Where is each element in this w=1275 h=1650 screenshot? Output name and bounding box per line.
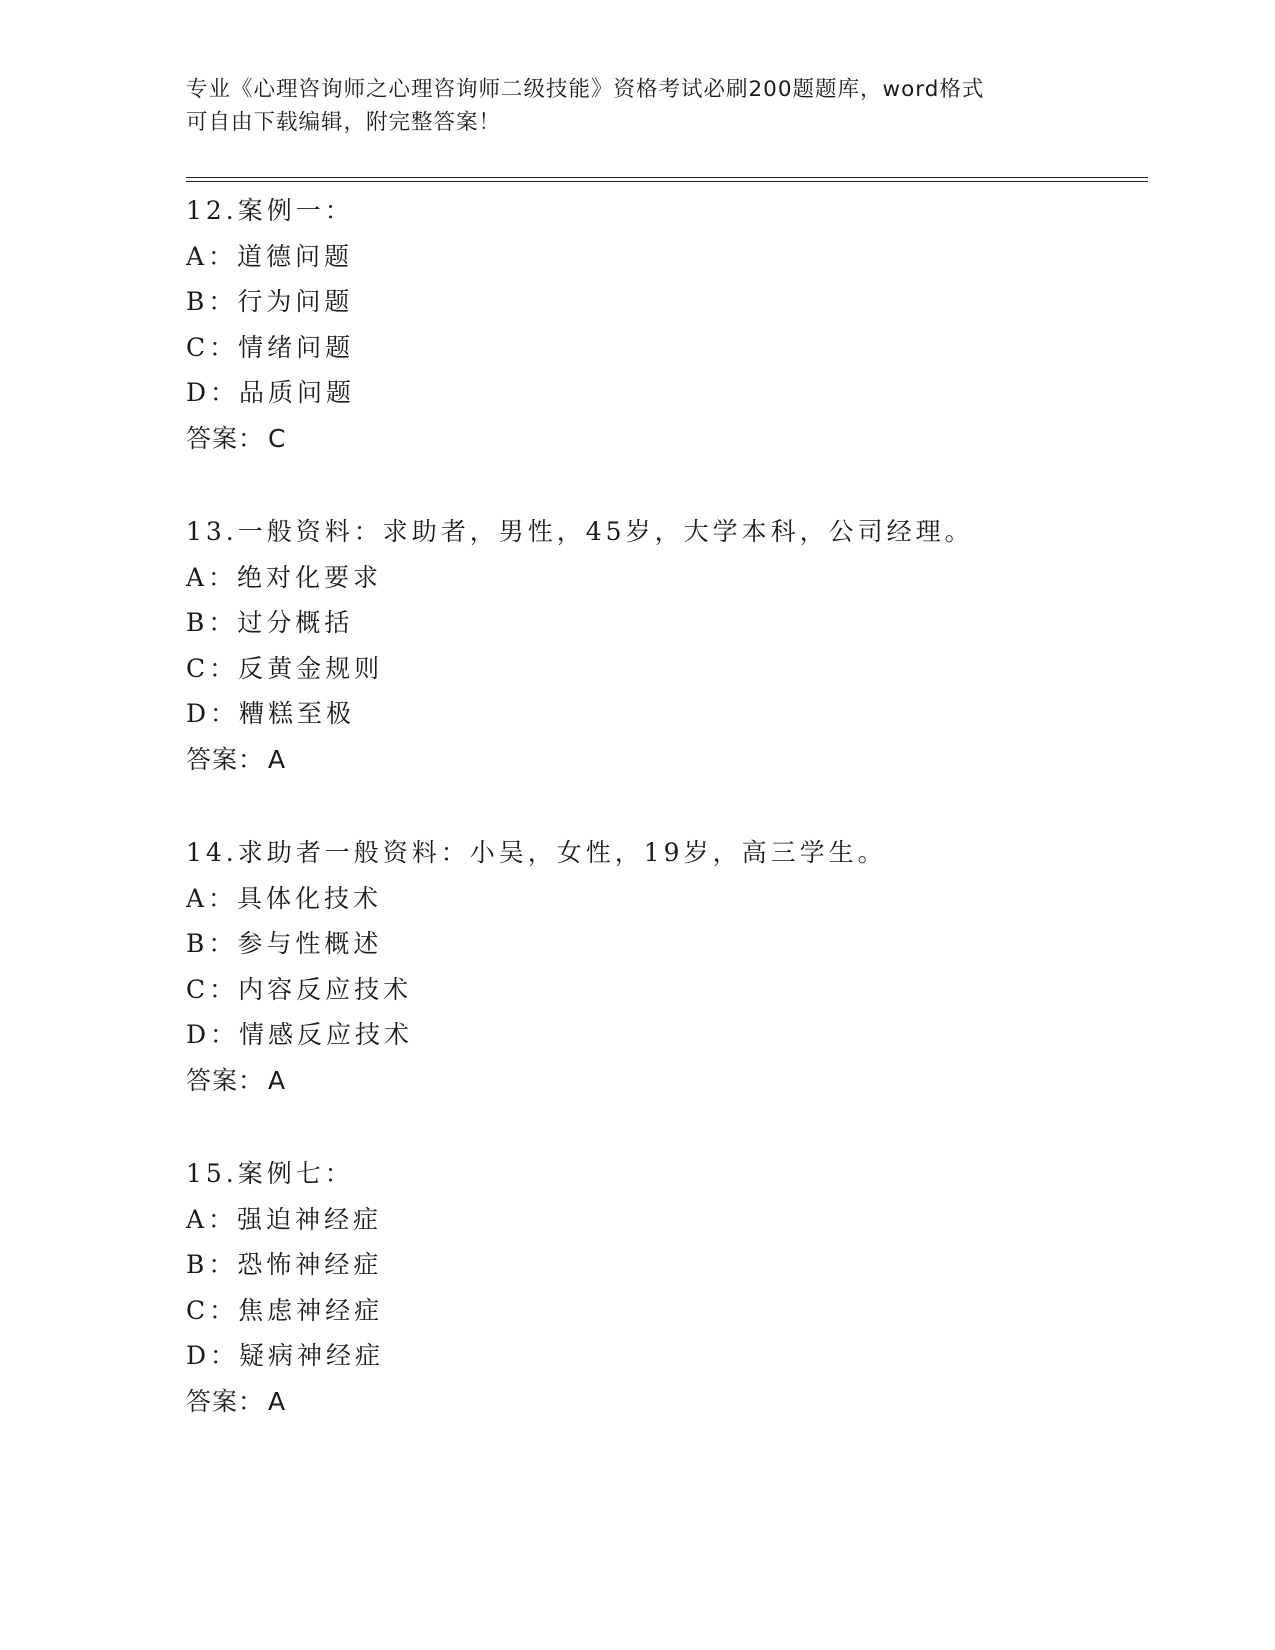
question-list xyxy=(186,188,1086,1472)
answer-line xyxy=(186,1058,1086,1104)
option-c: C：情绪问题 xyxy=(186,332,355,362)
option-d: D：疑病神经症 xyxy=(186,1341,385,1370)
option-d: D：糟糕至极 xyxy=(186,699,356,728)
document-header xyxy=(186,73,1086,139)
answer-value: A xyxy=(268,744,287,774)
option-c: C：焦虑神经症 xyxy=(186,1295,384,1325)
question-12 xyxy=(186,188,1086,461)
question-14 xyxy=(186,830,1086,1103)
option-d: D：品质问题 xyxy=(186,378,356,407)
option-b: B：恐怖神经症 xyxy=(186,1250,383,1279)
question-15 xyxy=(186,1151,1086,1424)
answer-label: 答案： xyxy=(186,1065,265,1095)
option-c: C：内容反应技术 xyxy=(186,974,413,1004)
header-line-1: 专业《心理咨询师之心理咨询师二级技能》资格考试必刷200题题库，word格式 xyxy=(186,77,985,102)
option-d: D：情感反应技术 xyxy=(186,1020,414,1049)
option-a: A：强迫神经症 xyxy=(186,1204,383,1234)
option-b: B：过分概括 xyxy=(186,608,354,637)
question-stem: 15.案例七： xyxy=(186,1159,354,1188)
option-b: B：行为问题 xyxy=(186,287,354,316)
answer-line xyxy=(186,416,1086,462)
option-a: A：具体化技术 xyxy=(186,883,383,913)
option-c: C：反黄金规则 xyxy=(186,653,384,683)
header-divider xyxy=(186,177,1148,182)
option-a: A：道德问题 xyxy=(186,241,354,271)
answer-value: A xyxy=(268,1386,287,1416)
option-a: A：绝对化要求 xyxy=(186,562,383,592)
answer-label: 答案： xyxy=(186,1386,265,1416)
answer-line xyxy=(186,737,1086,783)
option-b: B：参与性概述 xyxy=(186,929,383,958)
answer-line xyxy=(186,1379,1086,1425)
question-stem: 12.案例一： xyxy=(186,196,354,225)
header-line-2: 可自由下载编辑，附完整答案！ xyxy=(186,110,502,135)
question-stem: 14.求助者一般资料：小吴，女性，19岁，高三学生。 xyxy=(186,838,887,867)
question-stem: 13.一般资料：求助者，男性，45岁，大学本科，公司经理。 xyxy=(186,517,974,546)
answer-value: C xyxy=(268,423,287,453)
answer-value: A xyxy=(268,1065,287,1095)
question-13 xyxy=(186,509,1086,782)
answer-label: 答案： xyxy=(186,744,265,774)
answer-label: 答案： xyxy=(186,423,265,453)
